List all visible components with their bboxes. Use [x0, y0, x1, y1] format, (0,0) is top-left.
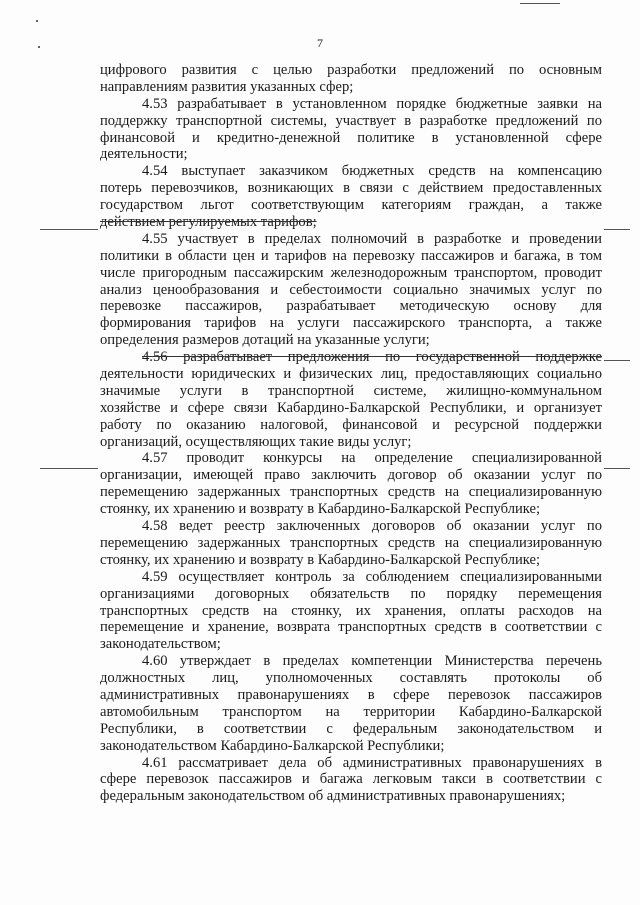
text-line: законодательством Кабардино-Балкарской Республики;: [100, 737, 445, 754]
text-line: деятельности;: [100, 146, 188, 163]
text-line: 4.60 утверждает в пределах компетенции Министерства перечень: [142, 653, 602, 670]
text-line: Республики, в соответствии с федеральным законодательством и: [100, 720, 602, 737]
scan-artifact-line: [604, 360, 630, 361]
text-line: сфере перевозок пассажиров и багажа легковым такси в соответствии с: [100, 771, 602, 788]
text-line: работу по оказанию налоговой, финансовой и ресурсной поддержки: [100, 416, 602, 433]
text-line: цифрового развития с целью разработки предложений по основным: [100, 62, 602, 78]
text-line: определения размеров дотаций на указанные услуги;: [100, 332, 430, 349]
text-line: числе пригородным пассажирским железнодорожным транспортом, проводит: [100, 264, 602, 281]
text-line: государством льгот соответствующим категориям граждан, а также: [100, 197, 602, 214]
scan-artifact-dot: [36, 20, 38, 22]
text-line: деятельности юридических и физических лиц, предоставляющих социально: [100, 366, 602, 383]
text-line: организации, имеющей право заключить договор об оказании услуг по: [100, 467, 602, 484]
text-line: перевозке пассажиров, разрабатывает методическую основу для: [100, 298, 602, 315]
text-line: 4.53 разрабатывает в установленном порядке бюджетные заявки на: [142, 95, 602, 112]
text-line: формирования тарифов на услуги пассажирского транспорта, а также: [100, 315, 602, 332]
text-line: 4.59 осуществляет контроль за соблюдением специализированными: [142, 568, 602, 585]
text-line: 4.55 участвует в пределах полномочий в разработке и проведении: [142, 230, 602, 247]
scan-artifact-line: [604, 468, 630, 469]
scan-artifact-top-right: [520, 3, 560, 4]
text-line: перемещению задержанных транспортных средств на специализированную: [100, 534, 602, 551]
text-line: стоянку, их хранению и возврату в Кабардино-Балкарской Республике;: [100, 551, 541, 568]
text-line: транспортных средств на стоянку, их хранения, оплаты расходов на: [100, 602, 602, 619]
text-line: потерь перевозчиков, возникающих в связи с действием предоставленных: [100, 180, 602, 197]
text-line: перемещение и хранение, возврата транспортных средств в соответствии с: [100, 619, 602, 636]
text-line: 4.58 ведет реестр заключенных договоров об оказании услуг по: [142, 518, 602, 535]
text-line: направлениям развития указанных сфер;: [100, 78, 354, 95]
page-number: 7: [317, 36, 323, 50]
text-line: административных правонарушениях в сфере перевозок пассажиров: [100, 686, 602, 703]
text-line: законодательством;: [100, 636, 221, 653]
document-body-text: [100, 62, 602, 805]
text-line: 4.57 проводит конкурсы на определение специализированной: [142, 450, 602, 467]
text-line: федеральным законодательством об административных правонарушениях;: [100, 788, 566, 805]
scan-artifact-line: [40, 468, 98, 469]
text-line: 4.61 рассматривает дела об административных правонарушениях в: [142, 754, 602, 771]
text-line: 4.56 разрабатывает предложения по государственной поддержке: [142, 349, 602, 366]
text-line: поддержку транспортной системы, участвует в разработке предложений по: [100, 112, 602, 129]
scan-artifact-line: [40, 229, 98, 230]
text-line: 4.54 выступает заказчиком бюджетных средств на компенсацию: [142, 163, 602, 180]
text-line: хозяйстве и сфере связи Кабардино-Балкарской Республики, и организует: [100, 399, 602, 416]
text-line: организациями договорных обязательств по порядку перемещения: [100, 585, 602, 602]
text-line: перемещению задержанных транспортных средств на специализированную: [100, 484, 602, 501]
text-line: стоянку, их хранению и возврату в Кабардино-Балкарской Республике;: [100, 501, 541, 518]
text-line: действием регулируемых тарифов;: [100, 214, 317, 231]
text-line: значимые услуги в транспортной системе, жилищно-коммунальном: [100, 382, 602, 399]
text-line: политики в области цен и тарифов на перевозку пассажиров и багажа, в том: [100, 247, 602, 264]
scan-artifact-line: [604, 229, 630, 230]
text-line: должностных лиц, уполномоченных составлять протоколы об: [100, 670, 602, 687]
text-line: анализ ценообразования и себестоимости социально значимых услуг по: [100, 281, 602, 298]
text-line: автомобильным транспортом на территории Кабардино-Балкарской: [100, 703, 602, 720]
text-line: организаций, осуществляющих такие виды услуг;: [100, 433, 412, 450]
text-line: финансовой и кредитно-денежной политике в установленной сфере: [100, 129, 602, 146]
